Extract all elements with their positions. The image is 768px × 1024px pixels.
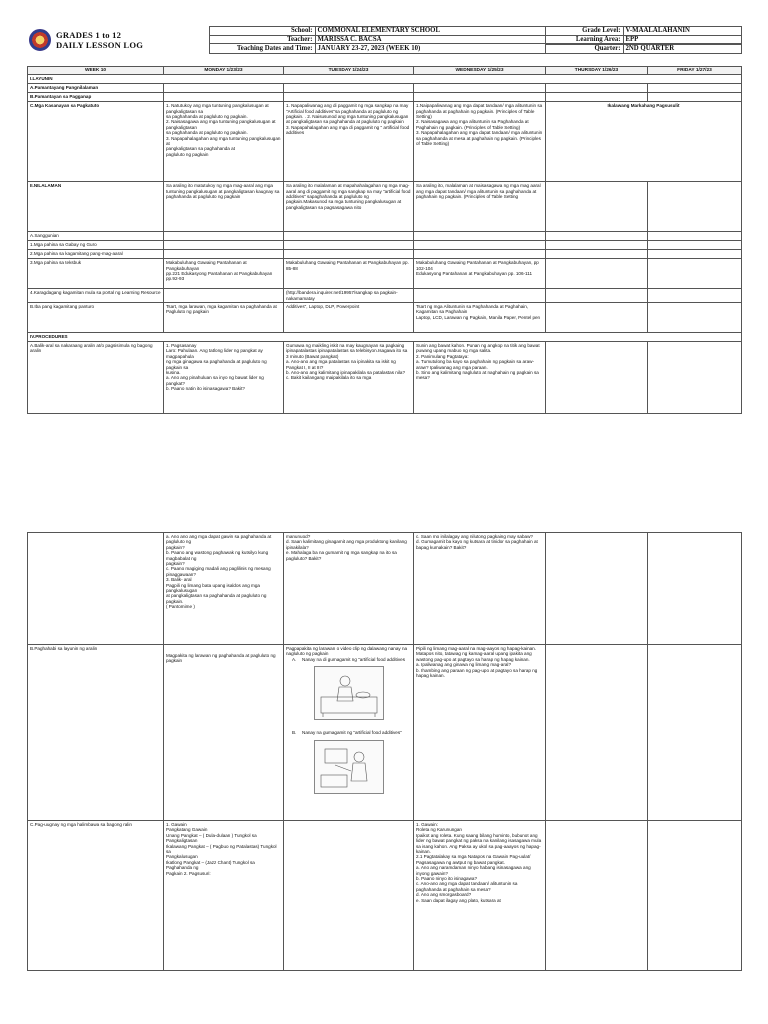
paghahabi-tuesday-a-marker: A. — [292, 656, 297, 662]
paghahabi-tuesday-b: Nanay na gumagamit ng "artificial food additives" — [302, 730, 402, 736]
teacher-value: MARISSA C. BACSA — [315, 35, 545, 44]
teksbuk-tuesday: Makabuluhang Gawaing Pantahanan at Pangkabuhayan pp. 85-88 — [284, 259, 414, 289]
nanay-cooking-image-b — [315, 741, 383, 793]
pag-uugnay-wednesday: 1. Gawain: Roleta ng Karunungan Ipaikot ang roleta. Kung saang bilang huminto, bubunot ang lider ng bawat pangkat ng paksa na kanilang isasagawa mula sa isang kahon. Ang Paksa ay ukol sa pag-aaayos ng hapag-kainan. 2.1 Pagtatalakay sa mga Natapos na Gawain Pag-uulat/ Pagsasagawa ng awtput ng bawat pangkat. a. Ano ang naramdaman ninyo habang isinasagawa ang inyong gawain? b. Paano ninyo ito isinagawa? c. Ano-ano ang mga dapat tandaan/ alituntunin sa paghahanda at paghahain sa mesa? d. Ano ang smorgasboard? e. Saan dapat ilagay ang plato, kutsara at — [414, 821, 546, 971]
iba-wednesday: Tsart ng mga Alituntunin sa Paghahanda at Paghahain, Kagamitan sa Paghahain Laptop, LCD, Larawan ng Pagkain, Manila Paper, Pentel pen — [414, 303, 546, 333]
grade-value: V-MAALALAHANIN — [623, 27, 741, 36]
lesson-table-page-1 — [27, 66, 742, 414]
teksbuk-monday: Makabuluhang Gawaing Pantahanan at Pangkabuhayan pp.221 Edukasyong Pantahanan at Pangkabuhayan pp.92-93 — [164, 259, 284, 289]
col-friday: FRIDAY 1/27/23 — [648, 66, 742, 74]
quarter-label: Quarter: — [545, 45, 623, 54]
teksbuk-wednesday: Makabuluhang Gawaing Pantahanan at Pangkabuhayan, pp 102-104 Edukasyong Pantahanan at Pangkabuhayan pp. 106-111 — [414, 259, 546, 289]
paghahabi-wednesday: Pipili ng limang mag-aaral na mag-aayos ng hapag-kainan. Matapos nito, tatawag ng kamag-aaral upang ipakita ang wastong pag-upo at pagtayo sa harap ng hapag kainan. a. Ipaliwanag ang ginawa ng limang mag-aral? b. Ihambing ang paraan ng pag-upo at pagtayo sa harap ng hapag kainan. — [414, 645, 546, 821]
kasanayan-tuesday: 1. Napapaliwanag ang di paggamit ng mga sangkap na may "Artificial food additives"sa paghahanda at pagluluto ng pagkain. . 2. Naisusunod ang mga tuntuning pangkalusugan at pangkaligtasan sa paghahanda at pagluluto ng pagkain 3. Napapahalagahan ang mga di paggamit ng " artificial food additives — [284, 102, 414, 182]
col-week: WEEK 10 — [28, 66, 164, 74]
row-label-teksbuk: 3.Mga pahina sa teksbuk — [28, 259, 164, 289]
paghahabi-tuesday — [284, 645, 414, 821]
col-wednesday: WEDNESDAY 1/25/23 — [414, 66, 546, 74]
row-label-kasanayan: C.Mga Kasanayan sa Pagkatuto — [28, 102, 164, 182]
balik-aral-monday: 1. Pagsasanay Laro: Pahulaan. Ang tatlong lider ng pangkat ay magpapahula ng mga ginagawa sa paghahanda at pagluluto ng pagkain sa kusina. a. Ano ang pinahuluan sa inyo ng bawat lider ng pangkat? b. Paano natin ito isinasagawa? Bakit? — [164, 342, 284, 414]
col-thursday: THURSDAY 1/26/23 — [546, 66, 648, 74]
portal-tuesday: (http://bandera.inquirer.net/19957/sangkap sa pagkain-nakamamatay — [284, 289, 414, 303]
school-label: School: — [209, 27, 315, 36]
nilalaman-wednesday: Sa araling ito, malalaman at maisasagawa ng mga mag aaral ang mga dapat tandaan/ mga alituntunin sa paghahanda at paghahain ng pagkain. (Principles of Table Setting — [414, 182, 546, 232]
teacher-label: Teacher: — [209, 35, 315, 44]
kasanayan-monday: 1. Natutukoy ang mga tuntuning pangkalusugan at pangkaligtasan sa sa paghahanda at pagluluto ng pagkain. 2. Naisasagawa ang mga tuntuning pangkalusugan at pangkaligtasan sa paghahanda at pagluluto ng pagkain. 3. Napapahalagahan ang mga tuntuning pangkalusugan at pangkaligtasan sa paghahanda at pagluluto ng pagkain — [164, 102, 284, 182]
nanay-cooking-image-a — [315, 667, 383, 719]
section-layunin: I.LAYUNIN — [28, 75, 742, 84]
row-label-portal: 4.Karagdagang kagamitan mula sa portal ng Learning Resource — [28, 289, 164, 303]
balik-aral-tuesday-continued: manunuod? d. Saan kalimitang ginagamit ang mga produktong kanilang ipinakilala? e. Mahalaga ba na gumamit ng mga sangkap na ito sa pagluluto? Bakit? — [284, 533, 414, 645]
grade-label: Grade Level: — [545, 27, 623, 36]
section-procedures: IV.PROCEDURES — [28, 333, 742, 342]
balik-aral-tuesday: Gumawa ng maikling iskit na may kaugnayan sa pagkaing ipinapatalastas ipinapatalastas sa telebisyon.Isagawa ito sa 3 minuto (Bawat pangkat) a. Ano-ano ang mga patalastas na ipinakita sa iskit ng Pangkat I, II at III? b. Ano-ano ang kalimitang ipinapakilala sa patalastas nila? c. Bakit kailangang maipakilala ito sa mga — [284, 342, 414, 414]
row-label-iba: B.Iba pang kagamitang panturo — [28, 303, 164, 333]
page-1 — [27, 26, 741, 414]
kasanayan-thursday-friday: Ikalawang Markahang Pagsusulit — [546, 102, 742, 182]
balik-aral-wednesday-continued: c. Saan mo inilalagay ang nilutong pagkaing may sabaw? d. Gumagamit ba kayo ng kutsara at tinidor sa paghahain at bapag kumakain? Bakit? — [414, 533, 546, 645]
header-table — [27, 26, 742, 54]
dates-label: Teaching Dates and Time: — [209, 44, 315, 54]
title-line-1: GRADES 1 to 12 — [56, 29, 122, 40]
area-value: EPP — [623, 35, 741, 44]
nilalaman-tuesday: Sa araling ito malalaman at mapahahalagahan ng mga mag-aaral ang di paggamit ng mga sangkap na may "artificial food additives" sapaghahanda at pagluluto ng pagkain.Makasunod sa mga tuntuning pangkalusugan at pangkaligtasan sa pagsasagawa nito — [284, 182, 414, 232]
iba-tuesday: Additives", Laptop, DLP, Powerpoint — [284, 303, 414, 333]
school-value: COMMONAL ELEMENTARY SCHOOL — [315, 27, 545, 36]
logo-cell — [27, 27, 209, 54]
pag-uugnay-monday: 1. Gawain Pangkatang Gawain Unang Pangkat – ( Dula-dulaan ) Tungkol sa Pangkaligtasan Ikalawang Pangkat – ( Pagbuo ng Patalastas) Tungkol sa Pangkalusugan Ikatlong Pangkat – (Jazz Chant) Tungkol sa Paghahanda ng Pagkain 2. Pagsusuri: — [164, 821, 284, 971]
paghahabi-monday: Magpakita ng larawan ng paghahanda at pagluluto ng pagkain — [164, 645, 284, 821]
iba-monday: Tsart, mga larawan, mga kagamitan sa paghahanda at Pagluluto ng pagkain — [164, 303, 284, 333]
deped-seal-icon — [29, 29, 51, 51]
kasanayan-wednesday: 1.Naipapaliwanag ang mga dapat tandaan/ mga alituntunin sa paghahanda at paghahain ng pagkain. (Principles of Table Setting) 2. Naisasagawa ang mga alituntunin sa Paghahanda at Paghahain ng pagkain. (Principles of Table Setting) 3. Napapahalagahan ang mga dapat tandaan/ mga alituntunin sa paghahanda at mesa at paghahain ng pagkain. (Principles of Table Setting) — [414, 102, 546, 182]
column-header-row — [28, 66, 742, 74]
row-label-pagganap: B.Pamantayan sa Pagganap — [28, 93, 164, 102]
col-tuesday: TUESDAY 1/24/23 — [284, 66, 414, 74]
paghahabi-tuesday-intro: Pagpapakita ng larawan o video clip ng dalawang nanay na nagluluto ng pagkain — [286, 646, 408, 657]
row-label-pangnilalaman: A.Pamantayang Pangnilalaman — [28, 84, 164, 93]
row-label-paghahabi: B.Paghahabi sa layunin ng aralin — [28, 645, 164, 821]
cooking-illustration-a — [314, 666, 384, 720]
paghahabi-tuesday-b-marker: B. — [292, 730, 297, 736]
quarter-value: 2ND QUARTER — [623, 45, 741, 54]
dates-value: JANUARY 23-27, 2023 (WEEK 10) — [315, 44, 545, 54]
col-monday: MONDAY 1/23/23 — [164, 66, 284, 74]
row-label-balik-aral: A.Balik-aral sa nakaraang aralin at/o pagsisimula ng bagong aralin — [28, 342, 164, 414]
row-label-kagamitan-mag-aaral: 2.Mga pahina sa kagamitang pang-mag-aaral — [28, 250, 164, 259]
title-line-2: DAILY LESSON LOG — [56, 39, 144, 50]
balik-aral-monday-continued: a. Ano ano ang mga dapat gawin sa paghahanda at pagluluto ng pagkain? b. Paano ang wastong paghawak ng kutsilyo kung magbabalat ng pagkain? c. Paano magiging madali ang paglilinis ng mesang pinaggawaan? 3. Balik- aral Pagpili ng limang bata upang isaldos ang mga pangkalusugan at pangkaligtasan sa paghahanda at pagluluto ng pagkain. ( Pantomime ) — [164, 533, 284, 645]
area-label: Learning Area: — [545, 35, 623, 44]
page-2 — [27, 532, 741, 971]
paghahabi-tuesday-a: Nanay na di gumagamit ng "artificial food additives — [302, 656, 406, 662]
row-label-gabay: 1.Mga pahina sa Gabay ng Guro — [28, 241, 164, 250]
nilalaman-monday: Sa araling ito matutukoy ng mga mag-aaral ang mga tuntuning pangkalusugan at pangkaligtasan kaugnay sa paghahanda at pagluluto ng pagkain — [164, 182, 284, 232]
balik-aral-wednesday: Sunin ang bawat kahon. Punan ng angkop na titik ang bawat puwang upang mabuo ng mga salita. 2. Panimulang Pagtataya: a. Tumutulong ba kayo sa paghahain ng pagkain sa araw- araw? Ipaliwanag ang mga paraan. b. Sino ang kalimitang nagluluto at naghahain ng pagkain sa mesa? — [414, 342, 546, 414]
row-label-sanggunian: A.Sanggunian — [28, 232, 164, 241]
row-label-nilalaman: II.NILALAMAN — [28, 182, 164, 232]
lesson-table-page-2 — [27, 532, 742, 971]
cooking-illustration-b — [314, 740, 384, 794]
row-label-pag-uugnay: C.Pag-uugnay ng mga halimbawa sa bagong ralin — [28, 821, 164, 971]
